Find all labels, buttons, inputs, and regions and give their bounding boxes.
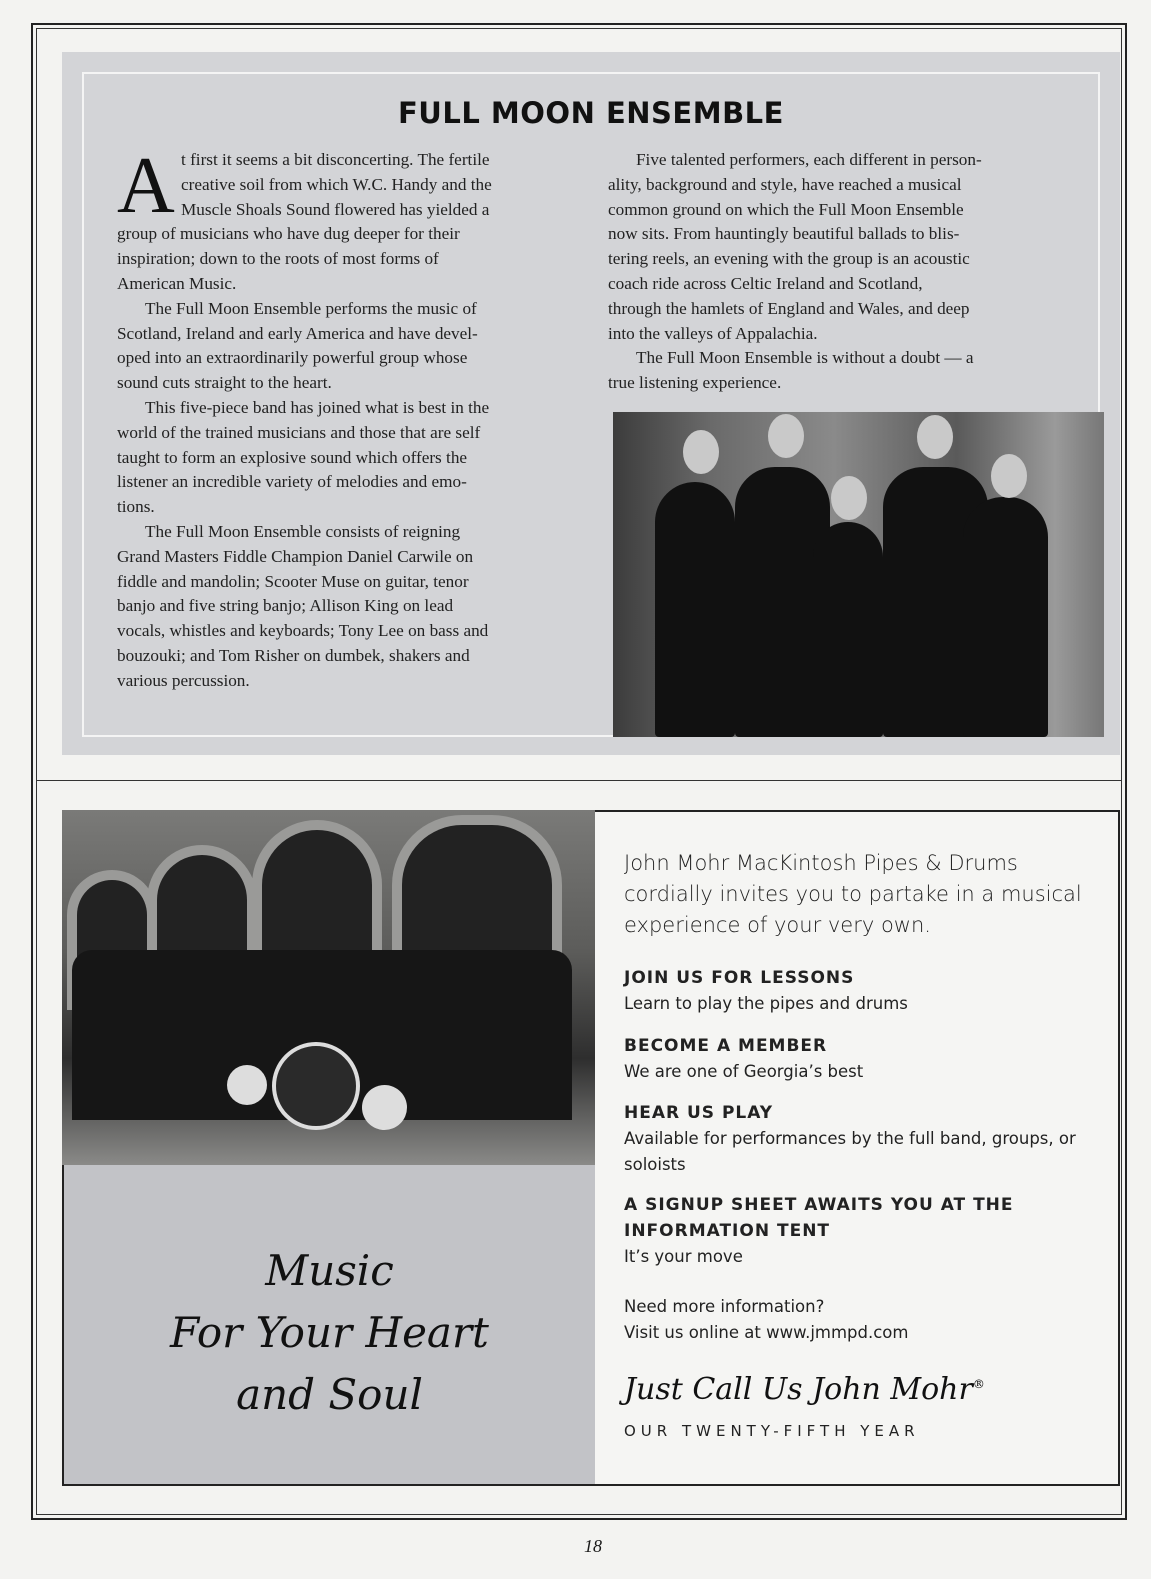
text-line: bouzouki; and Tom Risher on dumbek, shakers and	[117, 645, 470, 665]
text-line: American Music.	[117, 273, 237, 293]
ad-intro: John Mohr MacKintosh Pipes & Drums cordially invites you to partake in a musical experience of your very own.	[624, 851, 1082, 937]
section-body: We are one of Georgia’s best	[624, 1062, 864, 1081]
text-line: oped into an extraordinarily powerful group whose	[117, 348, 468, 368]
text-line: true listening experience.	[608, 373, 782, 393]
ad-info	[624, 1294, 1104, 1346]
text-line: common ground on which the Full Moon Ensemble	[608, 199, 964, 219]
text-line: Grand Masters Fiddle Champion Daniel Carwile on	[117, 546, 474, 566]
text-line: coach ride across Celtic Ireland and Scotland,	[608, 273, 923, 293]
ad-section-member	[624, 1033, 1104, 1085]
ad-section-play	[624, 1100, 1094, 1178]
text-line: listener an incredible variety of melodies and emo-	[117, 472, 467, 492]
page-number: 18	[584, 1536, 602, 1556]
anniversary-line: OUR TWENTY-FIFTH YEAR	[624, 1422, 920, 1440]
section-heading: A SIGNUP SHEET AWAITS YOU AT THE INFORMATION TENT	[624, 1195, 1014, 1241]
text-line: sound cuts straight to the heart.	[117, 373, 332, 393]
text-line: ality, background and style, have reached a musical	[608, 174, 962, 194]
text-line: Scotland, Ireland and early America and have devel-	[117, 323, 478, 343]
text-line: This five-piece band has joined what is best in the	[145, 397, 490, 417]
section-heading: BECOME A MEMBER	[624, 1036, 828, 1056]
article-right-column	[608, 148, 1070, 396]
slogan-line-1: Music	[265, 1246, 394, 1295]
text-line: inspiration; down to the roots of most forms of	[117, 249, 439, 269]
section-body: Available for performances by the full band, groups, or soloists	[624, 1129, 1076, 1174]
article-title: FULL MOON ENSEMBLE	[398, 96, 784, 130]
website-line[interactable]: Visit us online at www.jmmpd.com	[624, 1323, 909, 1342]
section-body: Learn to play the pipes and drums	[624, 994, 908, 1013]
registered-mark: ®	[972, 1377, 985, 1391]
text-line: world of the trained musicians and those that are self	[117, 422, 481, 442]
text-line: tering reels, an evening with the group is an acoustic	[608, 249, 970, 269]
tagline-text: Just Call Us John Mohr	[624, 1372, 973, 1407]
text-line: Five talented performers, each different in person-	[636, 150, 982, 169]
section-divider	[36, 780, 1122, 781]
tagline	[624, 1372, 985, 1407]
text-line: now sits. From hauntingly beautiful ballads to blis-	[608, 224, 960, 244]
text-line: fiddle and mandolin; Scooter Muse on guitar, tenor	[117, 571, 469, 591]
text-line: The Full Moon Ensemble performs the music of	[145, 298, 477, 318]
text-line: vocals, whistles and keyboards; Tony Lee on bass and	[117, 621, 489, 641]
section-heading: JOIN US FOR LESSONS	[624, 968, 855, 988]
pipe-band-photo	[62, 810, 595, 1165]
text-line: t first it seems a bit disconcerting. The fertile	[181, 150, 490, 169]
section-body: It’s your move	[624, 1247, 743, 1266]
text-line: creative soil from which W.C. Handy and the	[181, 174, 492, 194]
article-left-column	[117, 142, 579, 694]
text-line: The Full Moon Ensemble consists of reigning	[145, 521, 461, 541]
text-line: taught to form an explosive sound which offers the	[117, 447, 468, 467]
text-line: into the valleys of Appalachia.	[608, 323, 818, 343]
slogan-line-3: and Soul	[236, 1370, 423, 1419]
text-line: The Full Moon Ensemble is without a doubt — a	[636, 348, 974, 368]
section-heading: HEAR US PLAY	[624, 1103, 774, 1123]
slogan-line-2: For Your Heart	[170, 1308, 489, 1357]
text-line: through the hamlets of England and Wales, and deep	[608, 298, 970, 318]
text-line: group of musicians who have dug deeper for their	[117, 224, 460, 244]
text-line: Muscle Shoals Sound flowered has yielded a	[181, 199, 490, 219]
drop-cap: A	[117, 142, 175, 230]
ad-section-lessons	[624, 965, 1104, 1017]
text-line: banjo and five string banjo; Allison King on lead	[117, 596, 454, 616]
ad-section-signup	[624, 1192, 1044, 1270]
ensemble-photo	[613, 412, 1104, 737]
text-line: tions.	[117, 497, 155, 517]
text-line: various percussion.	[117, 670, 250, 690]
info-line: Need more information?	[624, 1297, 825, 1316]
